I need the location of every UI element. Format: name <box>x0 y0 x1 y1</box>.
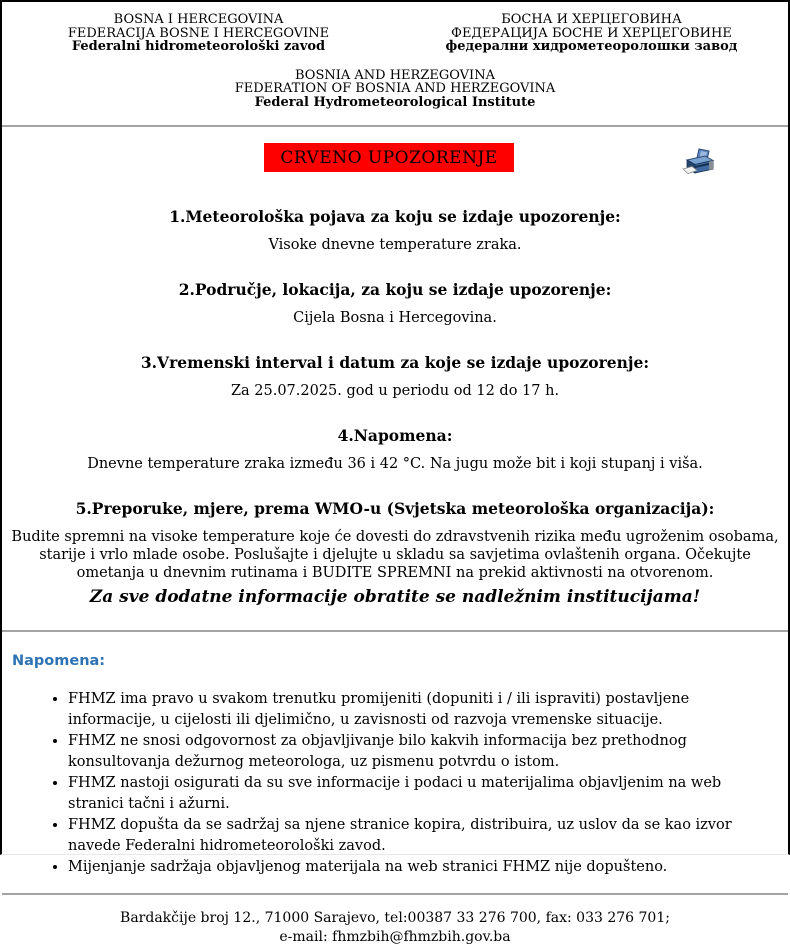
section-4-body: Dnevne temperature zraka između 36 i 42 °C. Na jugu može bit i koji stupanj i viša. <box>87 456 703 472</box>
napomena-block <box>2 653 788 878</box>
napomena-item: • FHMZ ima pravo u svakom trenutku promijeniti (dopuniti i / ili ispraviti) postavljene informacije, u cijelosti ili djelimično, u zavisnosti od razvoja vremenske situacije. <box>68 689 773 731</box>
section-3-body: Za 25.07.2025. god u periodu od 12 do 17 h. <box>230 383 560 399</box>
section-1-body: Visoke dnevne temperature zraka. <box>268 237 522 253</box>
section-5-body: Budite spremni na visoke temperature koje će dovesti do zdravstvenih rizika među ugroženim osobama, starije i vrlo mlade osobe. Poslušajte i djelujte u skladu sa savjetima ovlaštenih organa. Očekujte ometanja u dnevnim rutinama i BUDITE SPREMNI na prekid aktivnosti na otvorenom. <box>11 529 779 581</box>
napomena-item: • FHMZ dopušta da se sadržaj sa njene stranice kopira, distribuira, uz uslov da se kao izvor navede Federalni hidrometeorološki zavod. <box>68 815 773 857</box>
footer-address: Bardakčije broj 12., 71000 Sarajevo, tel:00387 33 276 700, fax: 033 276 701; <box>120 910 670 926</box>
napomena-list <box>52 689 773 878</box>
section-note <box>2 426 788 473</box>
header-english-line3: Federal Hydrometeorological Institute <box>254 94 536 110</box>
section-3-heading: 3.Vremenski interval i datum za koje se izdaje upozorenje: <box>140 353 650 372</box>
footer-email: e-mail: fhmzbih@fhmzbih.gov.ba <box>279 929 511 945</box>
section-4-heading: 4.Napomena: <box>337 426 453 445</box>
napomena-title: Napomena: <box>12 653 106 669</box>
footer-contact <box>2 909 788 947</box>
header-latin-line3: Federalni hidrometeorološki zavod <box>71 39 326 54</box>
section-area <box>2 280 788 327</box>
napomena-item: • FHMZ nastoji osigurati da su sve informacije i podaci u materijalima objavljenim na web stranici tačni i ažurni. <box>68 773 773 815</box>
header-divider <box>2 125 788 127</box>
banner-row <box>2 143 788 181</box>
section-2-body: Cijela Bosna i Hercegovina. <box>293 310 497 326</box>
institution-header-latin <box>2 13 395 54</box>
institution-header-english <box>2 69 788 110</box>
institution-header-cyrillic <box>395 13 788 54</box>
napomena-item: • Mijenjanje sadržaja objavljenog materijala na web stranici FHMZ nije dopušteno. <box>68 857 773 878</box>
section-time-interval <box>2 353 788 400</box>
footer-divider <box>2 893 788 895</box>
napomena-divider <box>2 630 788 632</box>
printer-icon <box>680 145 716 181</box>
cta-line: Za sve dodatne informacije obratite se nadležnim institucijama! <box>89 587 701 607</box>
section-phenomenon <box>2 207 788 254</box>
header-cyrillic-line1: БОСНА И ХЕРЦЕГОВИНА <box>501 12 682 27</box>
header-cyrillic-line2: ФЕДЕРАЦИЈА БОСНЕ И ХЕРЦЕГОВИНЕ <box>451 25 732 41</box>
section-recommendations <box>2 499 788 582</box>
section-5-heading: 5.Preporuke, mjere, prema WMO-u (Svjetska meteorološka organizacija): <box>75 499 715 518</box>
section-1-heading: 1.Meteorološka pojava za koju se izdaje upozorenje: <box>169 207 621 226</box>
warning-banner: CRVENO UPOZORENJE <box>264 143 514 172</box>
header-latin-line2: FEDERACIJA BOSNE I HERCEGOVINE <box>67 25 330 41</box>
header-cyrillic-line3: федерални хидрометеоролошки завод <box>445 39 738 54</box>
header-english-line1: BOSNIA AND HERZEGOVINA <box>295 67 495 83</box>
section-2-heading: 2.Područje, lokacija, za koju se izdaje upozorenje: <box>178 280 612 299</box>
header-latin-line1: BOSNA I HERCEGOVINA <box>113 12 284 27</box>
napomena-item: • FHMZ ne snosi odgovornost za objavljivanje bilo kakvih informacija bez prethodnog konsultovanja dežurnog meteorologa, uz pismenu potvrdu o istom. <box>68 731 773 773</box>
header-english-line2: FEDERATION OF BOSNIA AND HERZEGOVINA <box>234 81 556 96</box>
print-button[interactable] <box>680 145 716 181</box>
institution-header <box>2 2 788 54</box>
